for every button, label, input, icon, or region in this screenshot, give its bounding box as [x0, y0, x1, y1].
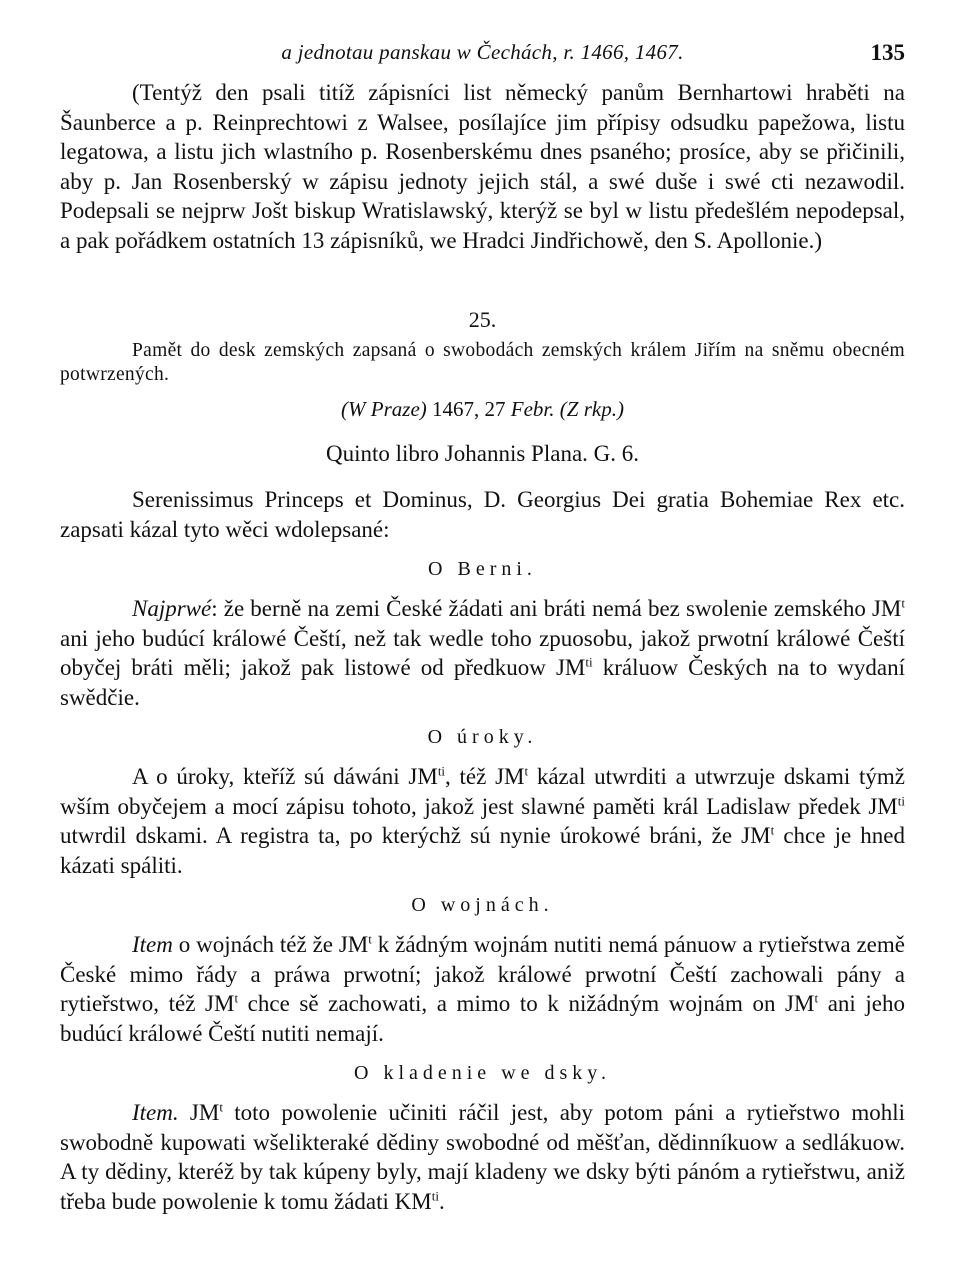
section-text-berni	[60, 594, 905, 712]
text-run: A o úroky, kteříž sú dáwáni JM	[132, 764, 438, 789]
text-run: chce je hned kázati spáliti.	[60, 823, 905, 878]
text-run: chce sě zachowati, a mimo to k nižádným wojnám on JM	[238, 991, 815, 1016]
abbrev-sup: t	[814, 990, 819, 1006]
running-head	[60, 40, 905, 74]
abbrev-sup: ti	[585, 654, 593, 670]
text-run: , též JM	[445, 764, 525, 789]
document-page	[60, 40, 905, 1216]
abbrev-sup: t	[368, 931, 372, 947]
document-number: 25.	[468, 307, 497, 332]
abbrev-sup: t	[770, 822, 775, 838]
section-text-kladenie	[60, 1098, 905, 1216]
abbrev-sup: t	[234, 990, 239, 1006]
dateline-source: (Z rkp.)	[559, 397, 624, 421]
section-heading-uroky: O úroky.	[427, 726, 538, 748]
document-summary: Pamět do desk zemských zapsaná o swobodách zemských králem Jiřím na sněmu obecném potwrzených.	[60, 340, 905, 385]
dateline-date: 1467, 27	[432, 397, 506, 421]
source-line: Quinto libro Johannis Plana. G. 6.	[325, 441, 640, 466]
text-run: ani jeho budúcí králowé Čeští nutiti nemají.	[60, 991, 906, 1046]
section-heading-wojnach: O wojnách.	[411, 894, 554, 916]
abbrev-sup: ti	[431, 1187, 439, 1203]
abbrev-sup: ti	[437, 763, 446, 779]
text-run: : že berně na zemi České žádati ani bráti nemá bez swolenie zemského JM	[211, 596, 902, 621]
text-run: k žádným wojnám nutiti nemá pánuow a rytieřstwa země České mimo řády a práwa prwotní; jakož králowé prwotní Čeští zachowali pány a rytieřstwo, též JM	[60, 932, 905, 1016]
dateline-month: Febr.	[510, 397, 555, 421]
abbrev-sup: t	[524, 763, 529, 779]
text-run: .	[438, 1188, 445, 1214]
text-run: ani jeho budúcí králowé Čeští, než tak wedle toho zpuosobu, jakož prwotní králowé Čeští obyčej bráti měli; jakož pak listowé od předkuow JM	[60, 625, 905, 680]
text-run: utwrdil dskami. A registra ta, po kterýchž sú nynie úrokowé bráni, že JM	[60, 823, 771, 848]
section-lead: Najprwé	[132, 596, 212, 621]
intro-paragraph: (Tentýž den psali titíž zápisníci list německý panům Bernhartowi hraběti na Šaunberce a p. Reinprechtowi z Walsee, posílajíce jim přípisy odsudku papežowa, listu legatowa, a listu jich wlastního p. Rosenberskému dnes psaného; prosíce, aby se přičinili, aby p. Jan Rosenberský w zápisu jednoty jejich stál, a swé duše i swé cti nezawodil. Podepsali se nejprw Jošt biskup Wratislawský, kterýž se byl w listu předešlém nepodepsal, a pak pořádkem ostatních 13 zápisníků, we Hradci Jindřichowě, den S. Apollonie.)	[60, 80, 905, 253]
section-heading-kladenie: O kladenie we dsky.	[354, 1062, 611, 1084]
abbrev-sup: ti	[897, 792, 905, 808]
text-run: JM	[178, 1100, 220, 1125]
section-lead: Item.	[132, 1100, 179, 1125]
abbrev-sup: t	[901, 595, 905, 611]
text-run: kázal utwrditi a utwrzuje dskami týmž wším obyčejem a mocí zápisu tohoto, jakož jest slawné paměti král Ladislaw předek JM	[60, 764, 905, 819]
section-lead: Item	[132, 932, 173, 957]
opening-paragraph: Serenissimus Princeps et Dominus, D. Georgius Dei gratia Bohemiae Rex etc. zapsati kázal tyto wěci wdolepsané:	[60, 487, 905, 542]
section-text-uroky	[60, 762, 905, 880]
text-run: králuow Českých na to wydaní swědčie.	[60, 655, 905, 710]
section-heading-berni: O Berni.	[428, 558, 537, 580]
abbrev-sup: t	[219, 1099, 223, 1115]
dateline-place: (W Praze)	[341, 397, 427, 421]
running-title: a jednotau panskau w Čechách, r. 1466, 1467.	[281, 40, 684, 64]
text-run: o wojnách též že JM	[172, 932, 369, 957]
page-number: 135	[870, 40, 905, 65]
text-run: toto powolenie učiniti ráčil jest, aby potom páni a rytieřstwo mohli swobodně kupowati wšelikteraké dědiny swobodné od měšťan, dědinníkuow a sedlákuow. A ty dědiny, kteréž by tak kúpeny byly, mají kladeny we dsky býti pánóm a rytieřstwu, aniž třeba bude powolenie k tomu žádati KM	[60, 1100, 905, 1214]
dateline	[60, 397, 905, 427]
section-text-wojnach	[60, 930, 905, 1048]
